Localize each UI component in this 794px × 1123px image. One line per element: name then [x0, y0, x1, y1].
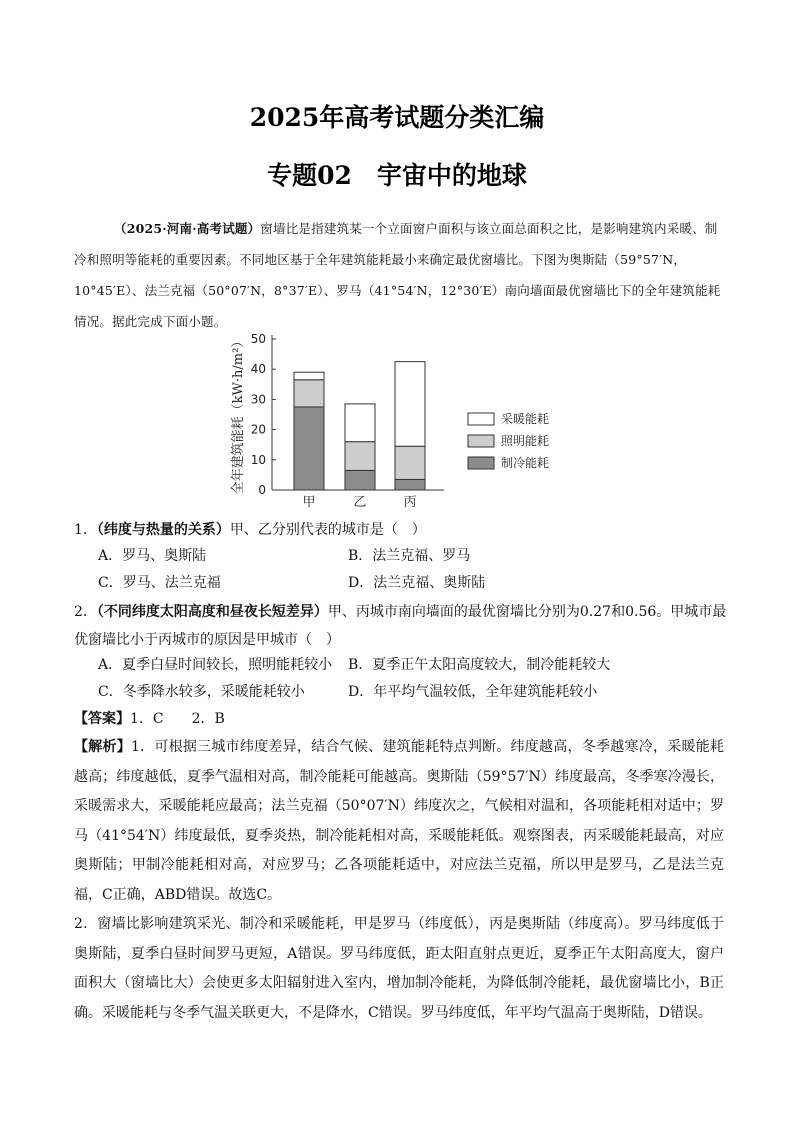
- bar-照明能耗: [395, 446, 425, 479]
- y-tick-label: 50: [250, 332, 266, 346]
- legend-swatch: [468, 457, 494, 469]
- legend-swatch: [468, 435, 494, 447]
- y-axis-label: 全年建筑能耗（kW·h/m²）: [231, 334, 246, 495]
- question-number: 2．: [74, 604, 97, 620]
- q1-option-d[interactable]: D．法兰克福、奥斯陆: [348, 575, 486, 591]
- bar-照明能耗: [345, 442, 375, 471]
- legend-label: 采暖能耗: [501, 412, 550, 426]
- question-text: 甲、丙城市南向墙面的最优窗墙比分别为0.27和0.56。甲城市最优窗墙比小于丙城市的原因是甲城市（ ）: [74, 604, 727, 648]
- bar-采暖能耗: [395, 362, 425, 447]
- y-tick-label: 20: [250, 422, 266, 437]
- question-text: 甲、乙分别代表的城市是（ ）: [229, 522, 426, 538]
- question-1: [74, 516, 734, 544]
- q1-option-b[interactable]: B．法兰克福、罗马: [348, 548, 471, 564]
- stem-text: 窗墙比是指建筑某一个立面窗户面积与该立面总面积之比，是影响建筑内采暖、制冷和照明等能耗的重要因素。不同地区基于全年建筑能耗最小来确定最优窗墙比。下图为奥斯陆（59°57′N，10°45′E）、法兰克福（50°07′N，8°37′E）、罗马（41°54′N，12°30′E）南向墙面最优窗墙比下的全年建筑能耗情况。据此完成下面小题。: [74, 221, 721, 329]
- legend-label: 制冷能耗: [501, 456, 550, 470]
- x-tick-label: 丙: [403, 495, 417, 510]
- answer-text: 1．C 2．B: [130, 711, 225, 727]
- bar-制冷能耗: [395, 479, 425, 490]
- bar-制冷能耗: [345, 470, 375, 490]
- analysis-paragraph-2: 2．窗墙比影响建筑采光、制冷和采暖能耗，甲是罗马（纬度低），丙是奥斯陆（纬度高）。罗马纬度低于奥斯陆，夏季白昼时间罗马更短，A错误。罗马纬度低，距太阳直射点更近，夏季正午太阳高度大，窗户面积大（窗墙比大）会使更多太阳辐射进入室内，增加制冷能耗，为降低制冷能耗，最优窗墙比小，B正确。采暖能耗与冬季气温关联更大，不是降水，C错误。罗马纬度低，年平均气温高于奥斯陆，D错误。: [74, 916, 724, 1021]
- bar-照明能耗: [294, 380, 324, 407]
- y-tick-label: 40: [250, 362, 266, 377]
- question-tag: （不同纬度太阳高度和昼夜长短差异）: [96, 604, 328, 620]
- analysis-label: 【解析】: [74, 739, 131, 755]
- q1-option-a[interactable]: A．罗马、奥斯陆: [98, 548, 207, 564]
- question-2: [74, 598, 734, 654]
- question-tag: （纬度与热量的关系）: [96, 522, 230, 538]
- bar-制冷能耗: [294, 407, 324, 490]
- answer-block: [74, 705, 734, 733]
- page-title: 2025年高考试题分类汇编: [249, 103, 545, 132]
- y-tick-label: 30: [250, 392, 266, 407]
- analysis-paragraph-1: 【解析】1．可根据三城市纬度差异，结合气候、建筑能耗特点判断。纬度越高，冬季越寒冷，采暖能耗越高；纬度越低，夏季气温相对高，制冷能耗可能越高。奥斯陆（59°57′N）纬度最高，冬季寒冷漫长，采暖需求大，采暖能耗应最高；法兰克福（50°07′N）纬度次之，气候相对温和，各项能耗相对适中；罗马（41°54′N）纬度最低，夏季炎热，制冷能耗相对高，采暖能耗低。观察图表，丙采暖能耗最高，对应奥斯陆；甲制冷能耗相对高，对应罗马；乙各项能耗适中，对应法兰克福，所以甲是罗马，乙是法兰克福，C正确，ABD错误。故选C。: [74, 739, 725, 903]
- legend-swatch: [468, 413, 494, 425]
- bar-采暖能耗: [345, 404, 375, 442]
- bar-采暖能耗: [294, 372, 324, 380]
- analysis-block: [74, 733, 724, 1028]
- y-tick-label: 0: [258, 483, 266, 497]
- y-tick-label: 10: [250, 452, 266, 467]
- question-source: （2025·河南·高考试题）: [114, 221, 261, 236]
- topic-subtitle: 专题02 宇宙中的地球: [267, 161, 527, 190]
- q2-option-d[interactable]: D．年平均气温较低，全年建筑能耗较小: [348, 684, 598, 700]
- legend-label: 照明能耗: [501, 434, 550, 448]
- question-number: 1．: [74, 522, 97, 538]
- energy-chart: [222, 318, 562, 518]
- q1-option-c[interactable]: C．罗马、法兰克福: [98, 575, 221, 591]
- x-tick-label: 乙: [353, 495, 367, 510]
- q2-option-c[interactable]: C．冬季降水较多，采暖能耗较小: [98, 684, 305, 700]
- answer-label: 【答案】: [74, 711, 130, 727]
- q2-option-a[interactable]: A．夏季白昼时间较长，照明能耗较小: [98, 657, 333, 673]
- q2-option-b[interactable]: B．夏季正午太阳高度较大，制冷能耗较大: [348, 657, 611, 673]
- x-tick-label: 甲: [302, 495, 316, 510]
